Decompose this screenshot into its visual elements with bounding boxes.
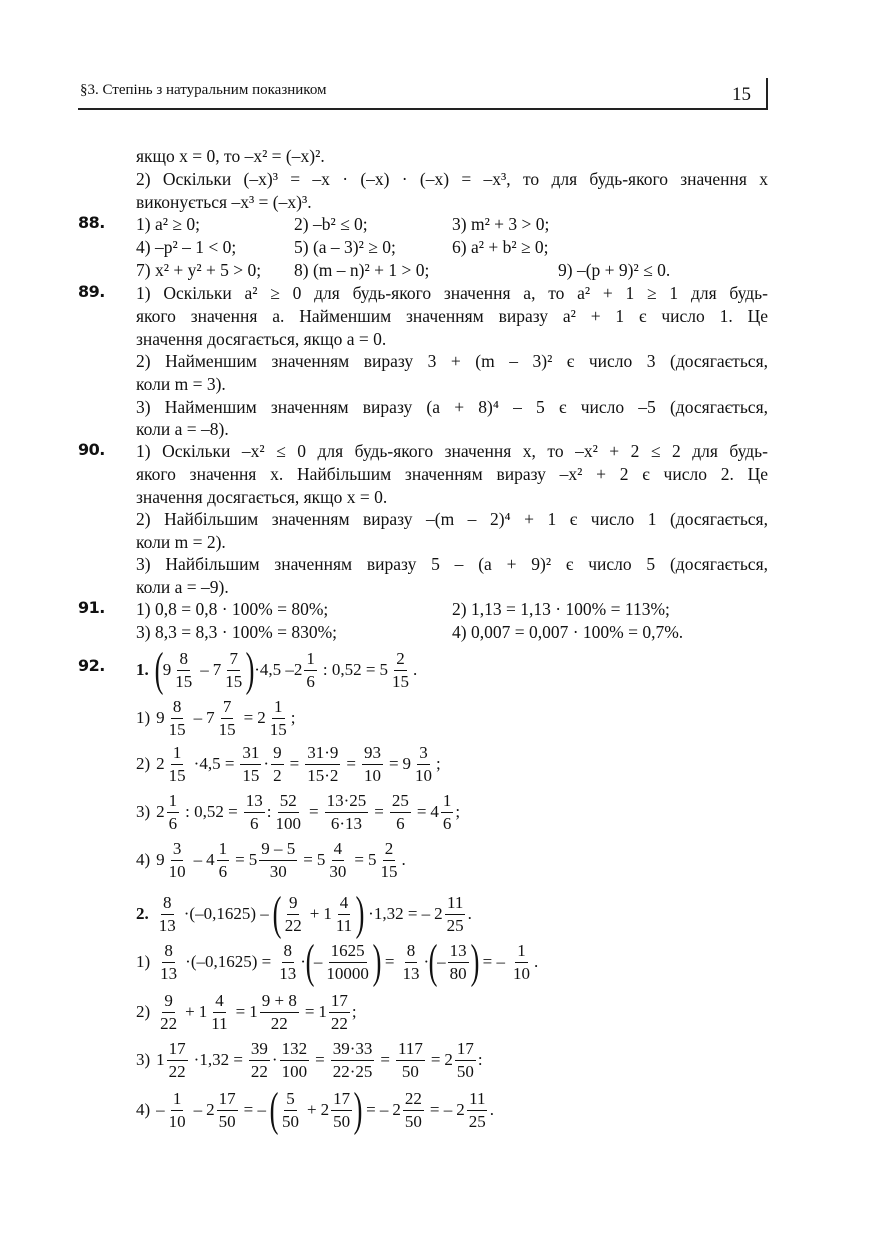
operator: + xyxy=(307,1100,317,1119)
operator: = xyxy=(235,1002,246,1021)
item: 4) 0,007 = 0,007 · 100% = 0,7%. xyxy=(452,622,684,642)
denominator: 22 xyxy=(284,915,302,935)
numerator: 8 xyxy=(161,892,174,915)
denominator: 15 xyxy=(175,671,193,691)
operator: = – xyxy=(243,1100,267,1119)
sub-label: 3) xyxy=(136,802,151,821)
whole: 2 xyxy=(444,1050,453,1069)
whole: 1 xyxy=(249,1002,258,1021)
denominator: 6 xyxy=(442,813,452,833)
fraction xyxy=(324,940,371,985)
denominator: 50 xyxy=(282,1111,299,1131)
numerator: 9 – 5 xyxy=(259,838,297,861)
whole: 4 xyxy=(430,802,439,821)
whole: 5 xyxy=(379,660,388,679)
numerator: 4 xyxy=(332,838,345,861)
fraction xyxy=(167,1038,188,1083)
operator: · xyxy=(271,1050,278,1069)
fraction xyxy=(327,838,348,883)
fraction xyxy=(390,648,411,693)
numerator: 8 xyxy=(171,696,184,719)
denominator: 22 xyxy=(330,1013,348,1033)
denominator: 22 xyxy=(168,1061,186,1081)
numerator: 8 xyxy=(162,940,175,963)
punct: . xyxy=(467,904,472,923)
denominator: 10 xyxy=(363,765,381,785)
operator: – xyxy=(193,708,203,727)
numerator: 11 xyxy=(467,1088,487,1111)
numerator: 17 xyxy=(331,1088,352,1111)
text-line: 3) Найбільшим значенням виразу 5 – (a + 9)² є число 5 (досягається, xyxy=(136,554,768,574)
numerator: 8 xyxy=(405,940,418,963)
denominator: 6 xyxy=(218,861,228,881)
operator: = – xyxy=(366,1100,389,1119)
operator: · xyxy=(263,754,270,773)
numerator: 13 xyxy=(244,790,265,813)
sub-label: 4) xyxy=(136,850,151,869)
whole: 2 xyxy=(293,660,303,679)
denominator: 50 xyxy=(333,1111,351,1131)
text-line: якого значення a. Найменшим значенням виразу a² + 1 є число 1. Це xyxy=(136,306,768,326)
fraction xyxy=(167,790,180,835)
whole: 5 xyxy=(316,850,326,869)
numerator: 1 xyxy=(171,1088,184,1111)
denominator: 10 xyxy=(512,963,530,983)
fraction xyxy=(390,790,411,835)
item: 3) m² + 3 > 0; xyxy=(452,214,550,234)
item: 5) (a – 3)² ≥ 0; xyxy=(294,237,396,257)
paren: ) xyxy=(353,1083,363,1136)
text-line: 3) Найменшим значенням виразу (a + 8)⁴ – 5 є число –5 (досягається, xyxy=(136,397,768,417)
denominator: 15·2 xyxy=(307,765,339,785)
numerator: 1 xyxy=(441,790,454,813)
whole: 2 xyxy=(456,1100,465,1119)
item: 8) (m – n)² + 1 > 0; xyxy=(294,260,430,280)
whole: 9 xyxy=(156,850,165,869)
denominator: 6 xyxy=(249,813,259,833)
paren: ) xyxy=(245,643,255,696)
intro-line: якщо x = 0, то –x² = (–x)². xyxy=(136,146,325,166)
text-line: значення досягається, якщо a = 0. xyxy=(136,329,387,349)
paren: ) xyxy=(372,935,382,988)
paren: ( xyxy=(305,935,315,988)
whole: 9 xyxy=(162,660,172,679)
operator: – xyxy=(156,1100,165,1119)
whole: 5 xyxy=(367,850,377,869)
fraction xyxy=(209,990,229,1035)
fraction xyxy=(260,990,299,1035)
operator: = xyxy=(303,850,313,869)
numerator: 52 xyxy=(278,790,299,813)
denominator: 11 xyxy=(335,915,353,935)
denominator: 15 xyxy=(380,861,398,881)
text: ·(–0,1625) – xyxy=(183,904,269,923)
item: 1) 0,8 = 0,8 · 100% = 80%; xyxy=(136,599,329,619)
fraction xyxy=(362,742,383,787)
denominator: 30 xyxy=(329,861,347,881)
denominator: 15 xyxy=(242,765,260,785)
operator: = xyxy=(388,754,399,773)
denominator: 13 xyxy=(402,963,420,983)
fraction xyxy=(157,892,178,937)
numerator: 9 xyxy=(271,742,284,765)
text-line: 2) Найменшим значенням виразу 3 + (m – 3)² є число 3 (досягається, xyxy=(136,351,768,371)
operator: = xyxy=(430,1050,441,1069)
text: ·1,32 = – xyxy=(368,904,431,923)
fraction xyxy=(445,892,466,937)
text-line: коли m = 3). xyxy=(136,374,226,394)
fraction xyxy=(277,940,298,985)
numerator: 2 xyxy=(394,648,407,671)
numerator: 4 xyxy=(213,990,226,1013)
page-number: 15 xyxy=(732,84,751,105)
numerator: 1 xyxy=(304,648,317,671)
sub-label: 1) xyxy=(136,952,151,971)
denominator: 50 xyxy=(456,1061,474,1081)
denominator: 13 xyxy=(160,963,178,983)
numerator: 1 xyxy=(171,742,184,765)
fraction xyxy=(167,1088,188,1133)
fraction xyxy=(271,742,284,787)
numerator: 22 xyxy=(403,1088,424,1111)
operator: = xyxy=(304,1002,315,1021)
whole: 5 xyxy=(248,850,258,869)
numerator: 17 xyxy=(329,990,350,1013)
operator: – xyxy=(437,952,446,971)
whole: 2 xyxy=(257,708,266,727)
whole: 7 xyxy=(212,660,222,679)
text: ·(–0,1625) = xyxy=(185,952,272,971)
header-vertical-rule xyxy=(766,78,768,110)
operator: = xyxy=(243,708,254,727)
punct: . xyxy=(489,1100,495,1119)
operator: · xyxy=(423,952,430,971)
denominator: 10 xyxy=(168,861,186,881)
item: 6) a² + b² ≥ 0; xyxy=(452,237,549,257)
sub-label: 2) xyxy=(136,1002,151,1021)
fraction xyxy=(511,940,532,985)
text-line: 1) Оскільки –x² ≤ 0 для будь-якого значення x, то –x² + 2 ≤ 2 для будь- xyxy=(136,441,768,461)
sub-label: 4) xyxy=(136,1100,151,1119)
denominator: 15 xyxy=(168,765,186,785)
denominator: 6 xyxy=(396,813,405,833)
numerator: 8 xyxy=(177,648,190,671)
fraction xyxy=(249,1038,270,1083)
fraction xyxy=(259,838,297,883)
numerator: 2 xyxy=(383,838,396,861)
fraction xyxy=(240,742,261,787)
fraction xyxy=(173,648,194,693)
fraction xyxy=(378,838,399,883)
numerator: 17 xyxy=(455,1038,476,1061)
section-title: §3. Степінь з натуральним показником xyxy=(80,82,327,98)
fraction xyxy=(158,990,179,1035)
denominator: 50 xyxy=(404,1111,422,1131)
whole: 1 xyxy=(198,1002,208,1021)
paren: ) xyxy=(470,935,480,988)
fraction xyxy=(280,1088,301,1133)
item: 2) –b² ≤ 0; xyxy=(294,214,368,234)
whole: 1 xyxy=(323,904,332,923)
numerator: 17 xyxy=(217,1088,238,1111)
numerator: 1 xyxy=(217,838,230,861)
denominator: 15 xyxy=(168,719,186,739)
whole: 4 xyxy=(206,850,215,869)
numerator: 3 xyxy=(171,838,184,861)
denominator: 22 xyxy=(160,1013,178,1033)
fraction xyxy=(223,648,244,693)
fraction xyxy=(217,1088,238,1133)
whole: 9 xyxy=(402,754,412,773)
punct: ; xyxy=(436,754,441,773)
denominator: 10000 xyxy=(326,963,369,983)
fraction xyxy=(158,940,179,985)
intro-line: 2) Оскільки (–x)³ = –x · (–x) · (–x) = –x³, то для будь-якого значення x xyxy=(136,169,768,189)
numerator: 117 xyxy=(396,1038,425,1061)
whole: 2 xyxy=(392,1100,401,1119)
fraction xyxy=(334,892,354,937)
item: 2) 1,13 = 1,13 · 100% = 113%; xyxy=(452,599,670,619)
text-line: якого значення x. Найбільшим значенням виразу –x² + 2 є число 2. Це xyxy=(136,464,768,484)
fraction xyxy=(283,892,304,937)
fraction xyxy=(167,838,188,883)
fraction xyxy=(396,1038,425,1083)
intro-line: виконується –x³ = (–x)³. xyxy=(136,192,312,212)
numerator: 1625 xyxy=(329,940,367,963)
denominator: 100 xyxy=(281,1061,308,1081)
operator: – xyxy=(193,1100,203,1119)
text-line: коли a = –8). xyxy=(136,419,229,439)
numerator: 25 xyxy=(390,790,411,813)
denominator: 13 xyxy=(158,915,176,935)
whole: 9 xyxy=(156,708,165,727)
denominator: 22·25 xyxy=(332,1061,373,1081)
paren: ( xyxy=(269,1083,279,1136)
punct: . xyxy=(533,952,539,971)
text-line: 1) Оскільки a² ≥ 0 для будь-якого значення a, то a² + 1 ≥ 1 для будь- xyxy=(136,283,768,303)
whole: 2 xyxy=(156,802,165,821)
header-rule xyxy=(78,108,768,110)
sub-label: 1) xyxy=(136,708,151,727)
operator: · xyxy=(300,952,306,971)
denominator: 22 xyxy=(270,1013,288,1033)
whole: 2 xyxy=(206,1100,215,1119)
numerator: 39 xyxy=(249,1038,270,1061)
operator: = xyxy=(354,850,364,869)
numerator: 13·25 xyxy=(325,790,369,813)
fraction xyxy=(217,838,230,883)
item: 4) –p² – 1 < 0; xyxy=(136,237,237,257)
fraction xyxy=(448,940,469,985)
fraction xyxy=(273,790,303,835)
item: 7) x² + y² + 5 > 0; xyxy=(136,260,262,280)
denominator: 25 xyxy=(446,915,464,935)
fraction xyxy=(331,1038,375,1083)
text-line: 2) Найбільшим значенням виразу –(m – 2)⁴ + 1 є число 1 (досягається, xyxy=(136,509,768,529)
operator: = xyxy=(374,802,384,821)
whole: 2 xyxy=(434,904,443,923)
numerator: 8 xyxy=(282,940,295,963)
paren: ( xyxy=(154,643,164,696)
fraction xyxy=(467,1088,488,1133)
numerator: 7 xyxy=(221,696,234,719)
numerator: 17 xyxy=(167,1038,188,1061)
fraction xyxy=(413,742,434,787)
fraction xyxy=(331,1088,352,1133)
fraction xyxy=(403,1088,424,1133)
numerator: 39·33 xyxy=(331,1038,375,1061)
operator: + xyxy=(185,1002,195,1021)
denominator: 10 xyxy=(415,765,433,785)
numerator: 132 xyxy=(280,1038,310,1061)
operator: = xyxy=(235,850,245,869)
numerator: 1 xyxy=(167,790,180,813)
whole: 1 xyxy=(318,1002,327,1021)
paren: ( xyxy=(428,935,438,988)
paren: ( xyxy=(272,887,282,940)
numerator: 9 xyxy=(162,990,175,1013)
denominator: 22 xyxy=(250,1061,268,1081)
operator: – xyxy=(193,850,203,869)
numerator: 3 xyxy=(417,742,430,765)
denominator: 6·13 xyxy=(330,813,362,833)
whole: 2 xyxy=(320,1100,330,1119)
math-line xyxy=(136,1080,494,1140)
punct: ; xyxy=(290,708,296,727)
operator: = xyxy=(315,1050,325,1069)
operator: = xyxy=(289,754,300,773)
problem-number: 92. xyxy=(78,656,105,675)
denominator: 15 xyxy=(269,719,287,739)
punct: ; xyxy=(351,1002,357,1021)
numerator: 1 xyxy=(515,940,528,963)
numerator: 93 xyxy=(362,742,383,765)
denominator: 13 xyxy=(279,963,297,983)
operator: = xyxy=(308,802,319,821)
part-label: 2. xyxy=(136,904,149,923)
denominator: 6 xyxy=(168,813,178,833)
text-line: коли a = –9). xyxy=(136,577,229,597)
operator: – xyxy=(313,952,323,971)
problem-number: 88. xyxy=(78,213,105,232)
problem-number: 91. xyxy=(78,598,105,617)
denominator: 11 xyxy=(211,1013,228,1033)
operator: = xyxy=(416,802,427,821)
denominator: 50 xyxy=(401,1061,419,1081)
fraction xyxy=(305,742,340,787)
denominator: 15 xyxy=(218,719,236,739)
denominator: 10 xyxy=(168,1111,186,1131)
numerator: 31 xyxy=(240,742,261,765)
problem-number: 89. xyxy=(78,282,105,301)
punct: . xyxy=(412,660,418,679)
punct: . xyxy=(401,850,406,869)
text: ·4,5 = xyxy=(193,754,235,773)
numerator: 7 xyxy=(227,648,240,671)
numerator: 11 xyxy=(445,892,465,915)
paren: ) xyxy=(355,887,365,940)
text-line: коли m = 2). xyxy=(136,532,226,552)
operator: = – xyxy=(482,952,505,971)
item: 3) 8,3 = 8,3 · 100% = 830%; xyxy=(136,622,338,642)
operator: – xyxy=(200,660,209,679)
part-label: 1. xyxy=(136,660,149,679)
text: : 0,52 = xyxy=(185,802,238,821)
math-line xyxy=(136,830,406,890)
problem-number: 90. xyxy=(78,440,105,459)
numerator: 5 xyxy=(284,1088,297,1111)
sub-label: 3) xyxy=(136,1050,151,1069)
denominator: 80 xyxy=(449,963,467,983)
item: 1) a² ≥ 0; xyxy=(136,214,200,234)
fraction xyxy=(441,790,454,835)
numerator: 1 xyxy=(272,696,285,719)
whole: 7 xyxy=(206,708,215,727)
punct: ; xyxy=(455,802,461,821)
fraction xyxy=(329,990,350,1035)
numerator: 31·9 xyxy=(305,742,340,765)
punct: : xyxy=(477,1050,483,1069)
denominator: 2 xyxy=(273,765,282,785)
denominator: 15 xyxy=(391,671,409,691)
fraction xyxy=(280,1038,310,1083)
text-line: значення досягається, якщо x = 0. xyxy=(136,487,388,507)
denominator: 30 xyxy=(269,861,287,881)
operator: : xyxy=(266,802,272,821)
whole: 1 xyxy=(156,1050,165,1069)
operator: = xyxy=(380,1050,390,1069)
operator: = xyxy=(384,952,395,971)
denominator: 15 xyxy=(225,671,243,691)
operator: = – xyxy=(429,1100,453,1119)
denominator: 100 xyxy=(275,813,301,833)
fraction xyxy=(325,790,369,835)
text: : 0,52 = xyxy=(322,660,376,679)
fraction xyxy=(400,940,421,985)
fraction xyxy=(244,790,265,835)
fraction xyxy=(455,1038,476,1083)
numerator: 13 xyxy=(448,940,469,963)
fraction xyxy=(304,648,317,693)
denominator: 6 xyxy=(306,671,315,691)
text: ·1,32 = xyxy=(193,1050,243,1069)
operator: + xyxy=(309,904,320,923)
whole: 2 xyxy=(156,754,165,773)
text: ·4,5 – xyxy=(254,660,294,679)
operator: = xyxy=(346,754,356,773)
denominator: 50 xyxy=(218,1111,236,1131)
fraction xyxy=(167,742,188,787)
numerator: 9 xyxy=(287,892,300,915)
item: 9) –(p + 9)² ≤ 0. xyxy=(558,260,671,280)
numerator: 4 xyxy=(338,892,351,915)
denominator: 25 xyxy=(468,1111,486,1131)
numerator: 9 + 8 xyxy=(260,990,299,1013)
sub-label: 2) xyxy=(136,754,151,773)
